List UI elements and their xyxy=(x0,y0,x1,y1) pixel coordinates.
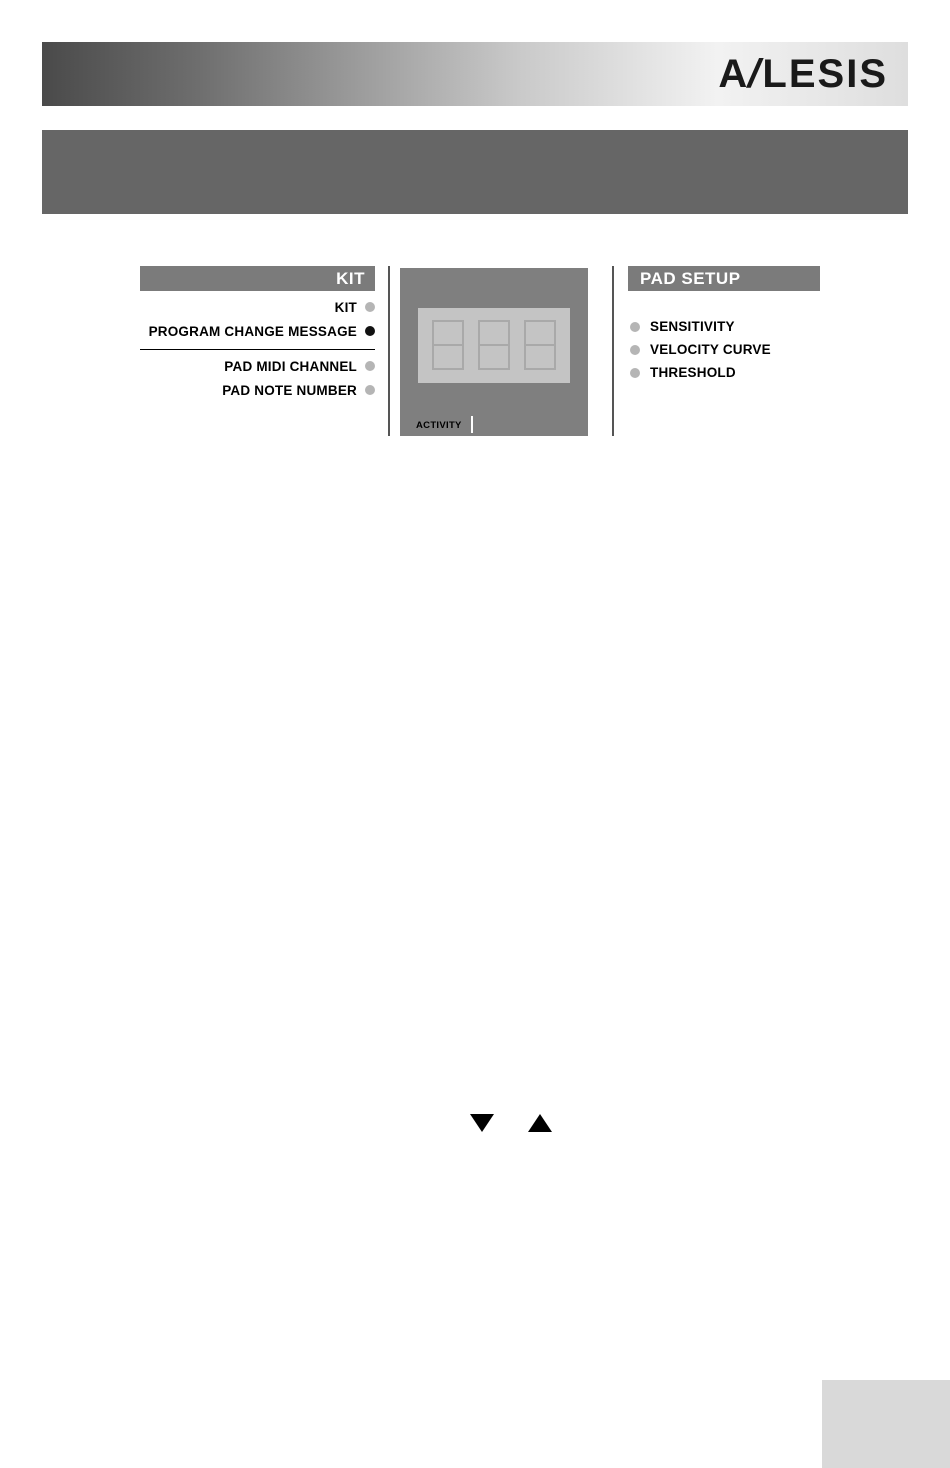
pad-row-sensitivity-led-icon xyxy=(630,322,640,332)
pad-setup-section xyxy=(628,266,820,384)
kit-row-pad-midi-channel-label: PAD MIDI CHANNEL xyxy=(224,358,357,374)
kit-row-pad-midi-channel-led-icon xyxy=(365,361,375,371)
pad-row-velocity-curve-label: VELOCITY CURVE xyxy=(650,342,771,357)
activity-led-icon xyxy=(471,416,473,433)
kit-row-pad-note-number-label: PAD NOTE NUMBER xyxy=(222,382,357,398)
footer-corner-tab xyxy=(822,1380,950,1468)
title-band xyxy=(42,130,908,214)
pad-row-threshold-label: THRESHOLD xyxy=(650,365,736,380)
kit-row-program-change-message[interactable] xyxy=(140,319,375,343)
display-digit-2 xyxy=(478,320,510,370)
pad-row-velocity-curve-led-icon xyxy=(630,345,640,355)
kit-row-kit-led-icon xyxy=(365,302,375,312)
logo-slash: / xyxy=(743,52,768,96)
pad-setup-rows xyxy=(628,315,820,384)
kit-section-header: KIT xyxy=(140,266,375,291)
pad-row-sensitivity[interactable] xyxy=(628,315,820,338)
arrow-glyph-pair xyxy=(460,1108,580,1142)
logo-rest: LESIS xyxy=(762,52,888,96)
pad-setup-section-header: PAD SETUP xyxy=(628,266,820,291)
header-banner xyxy=(42,42,908,106)
kit-divider xyxy=(140,349,375,350)
kit-row-pad-note-number[interactable] xyxy=(140,378,375,402)
arrow-up-icon xyxy=(528,1114,552,1132)
kit-section xyxy=(140,266,375,402)
front-panel-diagram xyxy=(140,266,830,436)
display-module xyxy=(400,268,588,436)
led-display xyxy=(418,308,570,383)
pad-row-velocity-curve[interactable] xyxy=(628,338,820,361)
kit-row-pad-midi-channel[interactable] xyxy=(140,354,375,378)
pad-row-sensitivity-label: SENSITIVITY xyxy=(650,319,735,334)
panel-divider-right xyxy=(612,266,614,436)
pad-row-threshold[interactable] xyxy=(628,361,820,384)
kit-row-kit[interactable] xyxy=(140,295,375,319)
alesis-logo xyxy=(718,52,888,96)
kit-row-program-change-message-led-icon xyxy=(365,326,375,336)
display-digit-3 xyxy=(524,320,556,370)
kit-row-program-change-message-label: PROGRAM CHANGE MESSAGE xyxy=(148,323,357,339)
logo-letter-a: A xyxy=(718,52,750,96)
kit-row-pad-note-number-led-icon xyxy=(365,385,375,395)
pad-row-threshold-led-icon xyxy=(630,368,640,378)
kit-row-kit-label: KIT xyxy=(334,299,357,315)
panel-divider-left xyxy=(388,266,390,436)
display-digit-1 xyxy=(432,320,464,370)
activity-label: ACTIVITY xyxy=(416,420,462,431)
arrow-down-icon xyxy=(470,1114,494,1132)
